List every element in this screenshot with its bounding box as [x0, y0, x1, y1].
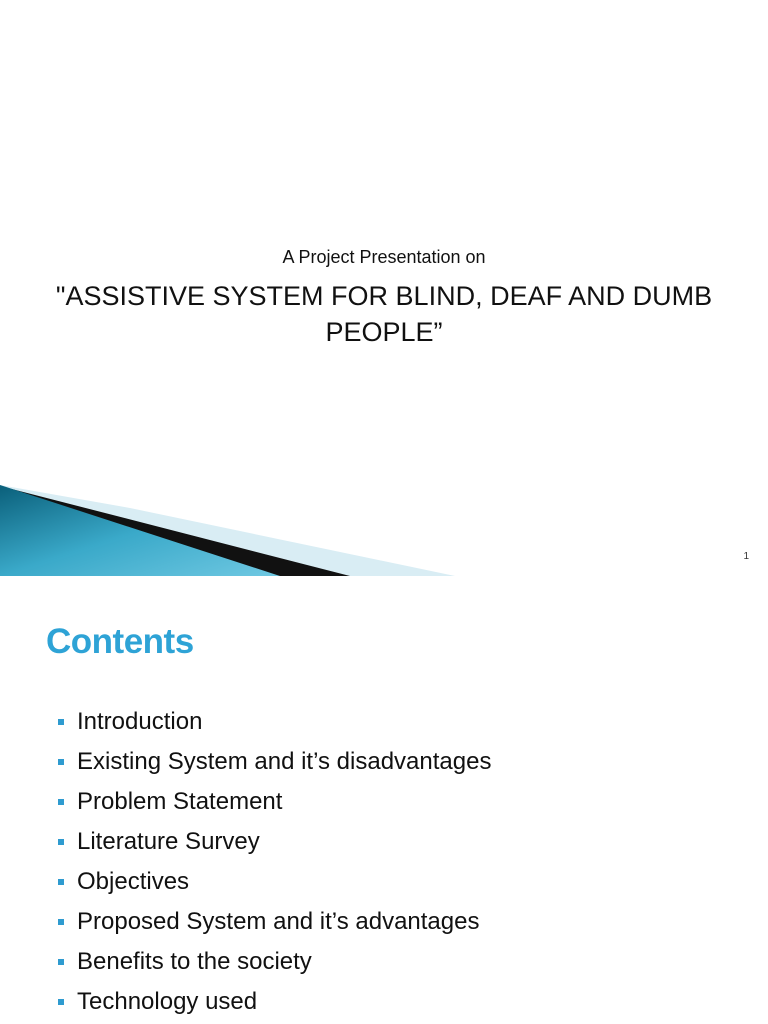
- square-bullet-icon: [58, 839, 64, 845]
- square-bullet-icon: [58, 759, 64, 765]
- list-item: Technology used: [58, 982, 491, 1022]
- list-item: Benefits to the society: [58, 942, 491, 982]
- contents-heading: Contents: [46, 622, 194, 661]
- contents-list: [58, 702, 491, 1022]
- square-bullet-icon: [58, 999, 64, 1005]
- list-item: Existing System and it’s disadvantages: [58, 742, 491, 782]
- decorative-swoosh: [0, 470, 768, 576]
- list-item: Objectives: [58, 862, 491, 902]
- square-bullet-icon: [58, 919, 64, 925]
- square-bullet-icon: [58, 719, 64, 725]
- presentation-title: "ASSISTIVE SYSTEM FOR BLIND, DEAF AND DUMB PEOPLE”: [55, 281, 713, 347]
- slide-page-number: 1: [743, 551, 749, 562]
- list-item: Literature Survey: [58, 822, 491, 862]
- square-bullet-icon: [58, 799, 64, 805]
- square-bullet-icon: [58, 959, 64, 965]
- list-item: Proposed System and it’s advantages: [58, 902, 491, 942]
- presentation-subtitle: A Project Presentation on: [282, 247, 486, 267]
- list-item: Introduction: [58, 702, 491, 742]
- list-item: Problem Statement: [58, 782, 491, 822]
- square-bullet-icon: [58, 879, 64, 885]
